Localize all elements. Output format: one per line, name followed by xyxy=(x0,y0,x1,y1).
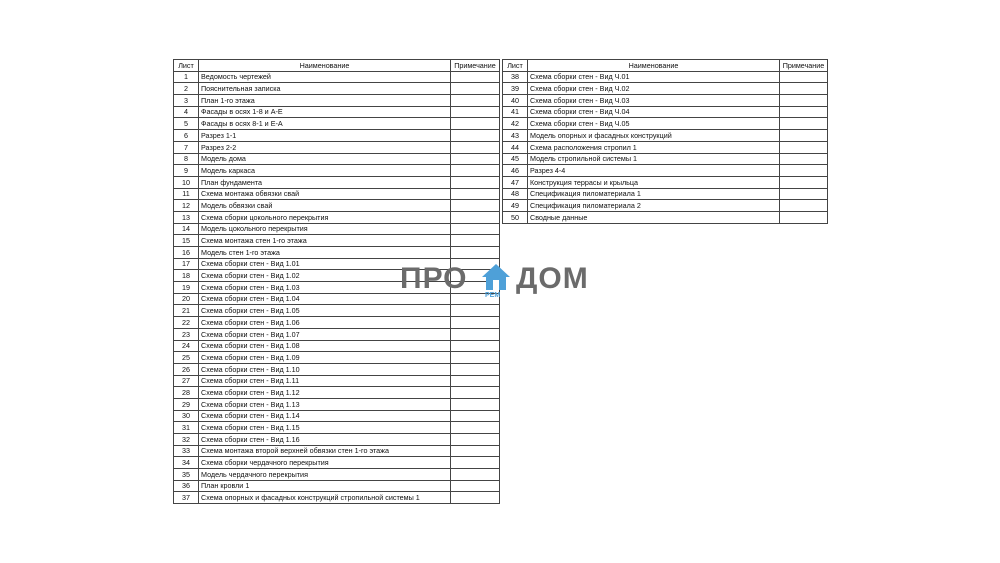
table-row xyxy=(174,363,500,375)
table-row xyxy=(503,153,828,165)
sheet-number-cell: 15 xyxy=(174,235,199,247)
table-row xyxy=(174,141,500,153)
table-row xyxy=(503,165,828,177)
sheet-number-cell: 27 xyxy=(174,375,199,387)
sheet-number-cell: 3 xyxy=(174,95,199,107)
sheet-number-cell: 45 xyxy=(503,153,528,165)
table-row xyxy=(174,492,500,504)
sheet-name-cell: Схема сборки чердачного перекрытия xyxy=(199,457,451,469)
table-row xyxy=(174,165,500,177)
table-row xyxy=(174,211,500,223)
table-header-row xyxy=(503,60,828,72)
sheet-number-cell: 11 xyxy=(174,188,199,200)
sheet-note-cell xyxy=(451,328,500,340)
sheet-name-cell: Разрез 4-4 xyxy=(528,165,780,177)
sheet-name-cell: Модель чердачного перекрытия xyxy=(199,469,451,481)
sheet-number-cell: 14 xyxy=(174,223,199,235)
sheet-number-cell: 35 xyxy=(174,469,199,481)
sheet-name-cell: Сводные данные xyxy=(528,211,780,223)
table-row xyxy=(503,95,828,107)
sheet-number-cell: 44 xyxy=(503,141,528,153)
table-row xyxy=(174,398,500,410)
sheet-note-cell xyxy=(780,141,828,153)
sheet-name-cell: Схема сборки стен - Вид 1.03 xyxy=(199,282,451,294)
sheet-note-cell xyxy=(451,153,500,165)
sheet-note-cell xyxy=(780,200,828,212)
table-row xyxy=(503,188,828,200)
sheet-number-cell: 37 xyxy=(174,492,199,504)
table-row xyxy=(174,188,500,200)
table-row xyxy=(174,118,500,130)
sheet-note-cell xyxy=(780,106,828,118)
sheet-note-cell xyxy=(451,398,500,410)
house-icon xyxy=(481,262,511,296)
table-row xyxy=(174,328,500,340)
sheet-number-cell: 20 xyxy=(174,293,199,305)
table-row xyxy=(174,235,500,247)
sheet-note-cell xyxy=(451,445,500,457)
sheet-name-cell: Схема монтажа второй верхней обвязки стен 1-го этажа xyxy=(199,445,451,457)
sheet-name-cell: Модель каркаса xyxy=(199,165,451,177)
sheet-note-cell xyxy=(451,200,500,212)
sheet-note-cell xyxy=(780,188,828,200)
sheet-note-cell xyxy=(451,317,500,329)
sheet-note-cell xyxy=(451,387,500,399)
table-row xyxy=(503,106,828,118)
table-row xyxy=(174,247,500,259)
watermark-sub-text: РЕМ xyxy=(485,292,501,299)
sheet-name-cell: Пояснительная записка xyxy=(199,83,451,95)
sheet-number-cell: 25 xyxy=(174,352,199,364)
sheet-note-cell xyxy=(780,118,828,130)
sheet-note-cell xyxy=(451,340,500,352)
sheet-number-cell: 50 xyxy=(503,211,528,223)
table-row xyxy=(174,176,500,188)
sheet-name-cell: Разрез 1-1 xyxy=(199,130,451,142)
sheet-name-cell: Схема сборки стен - Вид 1.05 xyxy=(199,305,451,317)
sheet-number-cell: 41 xyxy=(503,106,528,118)
sheet-name-cell: Модель стропильной системы 1 xyxy=(528,153,780,165)
table-row xyxy=(174,130,500,142)
sheet-note-cell xyxy=(451,71,500,83)
sheet-note-cell xyxy=(451,422,500,434)
table-row xyxy=(174,153,500,165)
sheet-number-cell: 34 xyxy=(174,457,199,469)
sheet-name-cell: Схема сборки стен - Вид Ч.05 xyxy=(528,118,780,130)
sheet-name-cell: Схема сборки стен - Вид 1.01 xyxy=(199,258,451,270)
sheet-note-cell xyxy=(451,211,500,223)
sheet-note-cell xyxy=(451,106,500,118)
sheet-name-cell: Схема сборки стен - Вид 1.07 xyxy=(199,328,451,340)
sheet-name-cell: План 1-го этажа xyxy=(199,95,451,107)
sheet-number-cell: 47 xyxy=(503,176,528,188)
header-name: Наименование xyxy=(199,60,451,72)
table-row xyxy=(174,410,500,422)
header-name: Наименование xyxy=(528,60,780,72)
sheet-note-cell xyxy=(780,153,828,165)
sheet-name-cell: Модель обвязки свай xyxy=(199,200,451,212)
sheet-note-cell xyxy=(451,469,500,481)
table-body-right xyxy=(503,71,828,223)
sheet-number-cell: 46 xyxy=(503,165,528,177)
sheet-name-cell: Схема сборки стен - Вид 1.13 xyxy=(199,398,451,410)
drawing-list-table-right xyxy=(502,59,828,224)
table-row xyxy=(174,480,500,492)
sheet-number-cell: 32 xyxy=(174,434,199,446)
watermark-logo xyxy=(400,262,605,304)
sheet-name-cell: Модель опорных и фасадных конструкций xyxy=(528,130,780,142)
sheet-note-cell xyxy=(451,118,500,130)
table-row xyxy=(174,352,500,364)
sheet-number-cell: 42 xyxy=(503,118,528,130)
table-row xyxy=(174,317,500,329)
sheet-name-cell: Схема сборки стен - Вид 1.09 xyxy=(199,352,451,364)
sheet-name-cell: Схема сборки стен - Вид Ч.01 xyxy=(528,71,780,83)
sheet-name-cell: Схема опорных и фасадных конструкций стропильной системы 1 xyxy=(199,492,451,504)
sheet-name-cell: План кровли 1 xyxy=(199,480,451,492)
header-sheet: Лист xyxy=(174,60,199,72)
sheet-name-cell: Схема расположения стропил 1 xyxy=(528,141,780,153)
header-sheet: Лист xyxy=(503,60,528,72)
sheet-note-cell xyxy=(451,165,500,177)
sheet-name-cell: Фасады в осях 1-8 и А-Е xyxy=(199,106,451,118)
table-row xyxy=(503,176,828,188)
sheet-number-cell: 36 xyxy=(174,480,199,492)
sheet-note-cell xyxy=(780,211,828,223)
sheet-number-cell: 18 xyxy=(174,270,199,282)
sheet-number-cell: 31 xyxy=(174,422,199,434)
table-row xyxy=(174,434,500,446)
sheet-number-cell: 5 xyxy=(174,118,199,130)
sheet-name-cell: Разрез 2-2 xyxy=(199,141,451,153)
sheet-note-cell xyxy=(451,141,500,153)
sheet-note-cell xyxy=(451,130,500,142)
watermark-right-text: ДОМ xyxy=(516,262,589,295)
sheet-note-cell xyxy=(451,176,500,188)
sheet-note-cell xyxy=(451,83,500,95)
sheet-number-cell: 16 xyxy=(174,247,199,259)
sheet-note-cell xyxy=(780,176,828,188)
table-row xyxy=(174,95,500,107)
sheet-name-cell: Схема сборки стен - Вид Ч.04 xyxy=(528,106,780,118)
sheet-note-cell xyxy=(451,480,500,492)
sheet-number-cell: 24 xyxy=(174,340,199,352)
sheet-note-cell xyxy=(451,223,500,235)
sheet-name-cell: Конструкция террасы и крыльца xyxy=(528,176,780,188)
sheet-number-cell: 1 xyxy=(174,71,199,83)
sheet-note-cell xyxy=(780,71,828,83)
sheet-name-cell: Схема сборки стен - Вид 1.12 xyxy=(199,387,451,399)
sheet-number-cell: 38 xyxy=(503,71,528,83)
header-note: Примечание xyxy=(780,60,828,72)
sheet-note-cell xyxy=(451,188,500,200)
table-row xyxy=(174,106,500,118)
table-row xyxy=(174,457,500,469)
sheet-number-cell: 13 xyxy=(174,211,199,223)
table-row xyxy=(503,130,828,142)
sheet-number-cell: 12 xyxy=(174,200,199,212)
table-row xyxy=(174,223,500,235)
sheet-note-cell xyxy=(451,305,500,317)
sheet-number-cell: 4 xyxy=(174,106,199,118)
table-row xyxy=(503,83,828,95)
sheet-number-cell: 10 xyxy=(174,176,199,188)
watermark-left-text: ПРО xyxy=(400,262,468,295)
sheet-name-cell: Схема монтажа обвязки свай xyxy=(199,188,451,200)
sheet-number-cell: 26 xyxy=(174,363,199,375)
sheet-number-cell: 2 xyxy=(174,83,199,95)
table-row xyxy=(174,71,500,83)
table-row xyxy=(503,200,828,212)
sheet-number-cell: 39 xyxy=(503,83,528,95)
sheet-name-cell: Схема сборки стен - Вид 1.15 xyxy=(199,422,451,434)
sheet-name-cell: Схема сборки цокольного перекрытия xyxy=(199,211,451,223)
sheet-number-cell: 48 xyxy=(503,188,528,200)
table-row xyxy=(503,141,828,153)
sheet-note-cell xyxy=(451,457,500,469)
table-row xyxy=(503,211,828,223)
sheet-name-cell: Схема сборки стен - Вид 1.08 xyxy=(199,340,451,352)
table-row xyxy=(174,445,500,457)
sheet-name-cell: Схема сборки стен - Вид 1.11 xyxy=(199,375,451,387)
header-note: Примечание xyxy=(451,60,500,72)
sheet-note-cell xyxy=(780,95,828,107)
sheet-name-cell: Спецификация пиломатериала 1 xyxy=(528,188,780,200)
sheet-number-cell: 9 xyxy=(174,165,199,177)
table-row xyxy=(174,469,500,481)
table-row xyxy=(174,200,500,212)
sheet-number-cell: 33 xyxy=(174,445,199,457)
sheet-name-cell: Модель дома xyxy=(199,153,451,165)
table-header-row xyxy=(174,60,500,72)
sheet-note-cell xyxy=(780,130,828,142)
sheet-note-cell xyxy=(780,165,828,177)
sheet-number-cell: 43 xyxy=(503,130,528,142)
table-row xyxy=(174,83,500,95)
sheet-name-cell: Фасады в осях 8-1 и Е-А xyxy=(199,118,451,130)
sheet-name-cell: Спецификация пиломатериала 2 xyxy=(528,200,780,212)
sheet-note-cell xyxy=(780,83,828,95)
sheet-note-cell xyxy=(451,492,500,504)
table-row xyxy=(174,305,500,317)
sheet-name-cell: Модель стен 1-го этажа xyxy=(199,247,451,259)
sheet-number-cell: 22 xyxy=(174,317,199,329)
sheet-number-cell: 49 xyxy=(503,200,528,212)
sheet-name-cell: Схема сборки стен - Вид 1.14 xyxy=(199,410,451,422)
sheet-note-cell xyxy=(451,410,500,422)
sheet-note-cell xyxy=(451,375,500,387)
sheet-number-cell: 7 xyxy=(174,141,199,153)
table-row xyxy=(174,422,500,434)
sheet-name-cell: Схема сборки стен - Вид 1.02 xyxy=(199,270,451,282)
sheet-number-cell: 21 xyxy=(174,305,199,317)
sheet-number-cell: 17 xyxy=(174,258,199,270)
sheet-note-cell xyxy=(451,95,500,107)
sheet-name-cell: Схема сборки стен - Вид Ч.03 xyxy=(528,95,780,107)
sheet-name-cell: Схема сборки стен - Вид 1.04 xyxy=(199,293,451,305)
sheet-name-cell: План фундамента xyxy=(199,176,451,188)
sheet-note-cell xyxy=(451,235,500,247)
sheet-note-cell xyxy=(451,434,500,446)
sheet-number-cell: 8 xyxy=(174,153,199,165)
sheet-number-cell: 23 xyxy=(174,328,199,340)
sheet-number-cell: 30 xyxy=(174,410,199,422)
sheet-name-cell: Ведомость чертежей xyxy=(199,71,451,83)
table-row xyxy=(174,375,500,387)
sheet-number-cell: 29 xyxy=(174,398,199,410)
sheet-number-cell: 28 xyxy=(174,387,199,399)
sheet-note-cell xyxy=(451,352,500,364)
sheet-note-cell xyxy=(451,247,500,259)
sheet-number-cell: 19 xyxy=(174,282,199,294)
sheet-note-cell xyxy=(451,363,500,375)
sheet-number-cell: 40 xyxy=(503,95,528,107)
table-row xyxy=(503,71,828,83)
sheet-name-cell: Схема сборки стен - Вид 1.16 xyxy=(199,434,451,446)
sheet-name-cell: Схема сборки стен - Вид 1.06 xyxy=(199,317,451,329)
table-row xyxy=(174,387,500,399)
sheet-name-cell: Схема сборки стен - Вид Ч.02 xyxy=(528,83,780,95)
sheet-number-cell: 6 xyxy=(174,130,199,142)
sheet-name-cell: Схема монтажа стен 1-го этажа xyxy=(199,235,451,247)
table-row xyxy=(503,118,828,130)
table-row xyxy=(174,340,500,352)
sheet-name-cell: Модель цокольного перекрытия xyxy=(199,223,451,235)
sheet-name-cell: Схема сборки стен - Вид 1.10 xyxy=(199,363,451,375)
